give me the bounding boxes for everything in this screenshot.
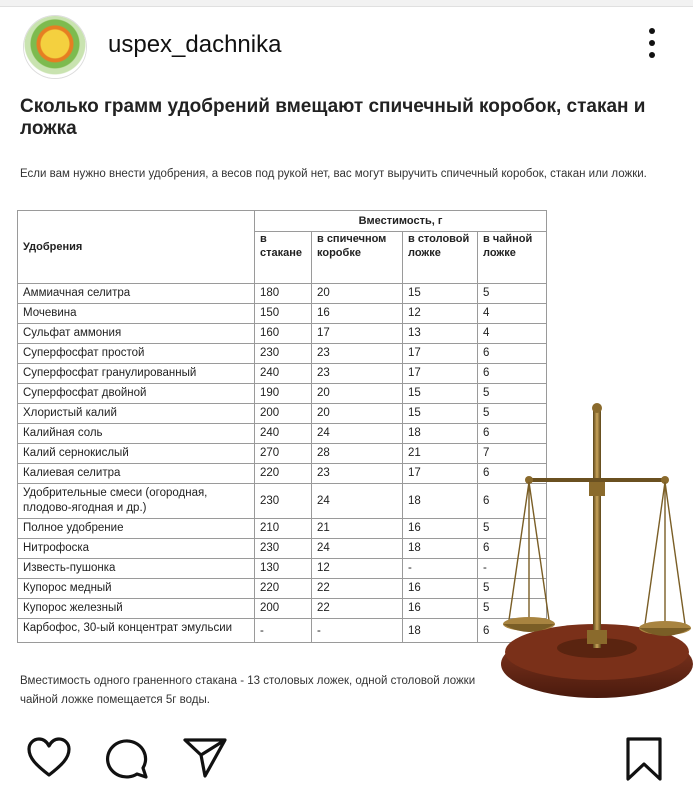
tablespoon-value-cell: 15: [403, 284, 478, 304]
fertilizer-name-cell: Калиевая селитра: [18, 464, 255, 484]
tablespoon-value-cell: 17: [403, 364, 478, 384]
fertilizer-table: [17, 210, 547, 643]
tablespoon-value-cell: 12: [403, 304, 478, 324]
header-glass: в стакане: [255, 232, 312, 284]
glass-value-cell: 240: [255, 364, 312, 384]
teaspoon-value-cell: 6: [478, 539, 547, 559]
matchbox-value-cell: 22: [312, 599, 403, 619]
glass-value-cell: 190: [255, 384, 312, 404]
fertilizer-name-cell: Суперфосфат простой: [18, 344, 255, 364]
glass-value-cell: 230: [255, 484, 312, 519]
bookmark-icon[interactable]: [624, 736, 664, 782]
teaspoon-value-cell: 6: [478, 464, 547, 484]
matchbox-value-cell: 28: [312, 444, 403, 464]
tablespoon-value-cell: 18: [403, 619, 478, 643]
table-row: [18, 284, 547, 304]
teaspoon-value-cell: 6: [478, 424, 547, 444]
fertilizer-name-cell: Суперфосфат гранулированный: [18, 364, 255, 384]
post-footer-text: [20, 672, 540, 710]
fertilizer-name-cell: Сульфат аммония: [18, 324, 255, 344]
glass-value-cell: 270: [255, 444, 312, 464]
teaspoon-value-cell: 6: [478, 484, 547, 519]
matchbox-value-cell: 17: [312, 324, 403, 344]
table-row: [18, 304, 547, 324]
table-row: [18, 324, 547, 344]
header-capacity: Вместимость, г: [255, 211, 547, 232]
teaspoon-value-cell: 5: [478, 284, 547, 304]
table-row: [18, 404, 547, 424]
fertilizer-name-cell: Удобрительные смеси (огородная, плодово-ягодная и др.): [18, 484, 255, 519]
matchbox-value-cell: 16: [312, 304, 403, 324]
table-row: [18, 484, 547, 519]
fertilizer-name-cell: Купорос медный: [18, 579, 255, 599]
post-intro: Если вам нужно внести удобрения, а весов под рукой нет, вас могут выручить спичечный коробок, стакан или ложки.: [20, 168, 647, 180]
glass-value-cell: 180: [255, 284, 312, 304]
teaspoon-value-cell: 7: [478, 444, 547, 464]
matchbox-value-cell: 23: [312, 344, 403, 364]
comment-bubble-icon[interactable]: [104, 736, 150, 780]
fertilizer-name-cell: Аммиачная селитра: [18, 284, 255, 304]
table-row: [18, 519, 547, 539]
matchbox-value-cell: 24: [312, 484, 403, 519]
heart-icon[interactable]: [26, 736, 72, 778]
glass-value-cell: 160: [255, 324, 312, 344]
header-matchbox: в спичечном коробке: [312, 232, 403, 284]
glass-value-cell: 220: [255, 579, 312, 599]
matchbox-value-cell: 24: [312, 424, 403, 444]
tablespoon-value-cell: -: [403, 559, 478, 579]
post-actions: [0, 716, 693, 800]
matchbox-value-cell: -: [312, 619, 403, 643]
tablespoon-value-cell: 18: [403, 424, 478, 444]
glass-value-cell: 150: [255, 304, 312, 324]
glass-value-cell: -: [255, 619, 312, 643]
more-vertical-icon[interactable]: [649, 28, 655, 62]
fertilizer-name-cell: Карбофос, 30-ый концентрат эмульсии: [18, 619, 255, 643]
teaspoon-value-cell: 5: [478, 384, 547, 404]
fertilizer-name-cell: Полное удобрение: [18, 519, 255, 539]
tablespoon-value-cell: 18: [403, 484, 478, 519]
matchbox-value-cell: 20: [312, 404, 403, 424]
username[interactable]: uspex_dachnika: [108, 31, 282, 58]
tablespoon-value-cell: 16: [403, 519, 478, 539]
tablespoon-value-cell: 13: [403, 324, 478, 344]
table-row: [18, 619, 547, 643]
matchbox-value-cell: 23: [312, 464, 403, 484]
table-row: [18, 424, 547, 444]
glass-value-cell: 240: [255, 424, 312, 444]
table-row: [18, 444, 547, 464]
paper-plane-icon[interactable]: [182, 736, 228, 780]
matchbox-value-cell: 12: [312, 559, 403, 579]
glass-value-cell: 200: [255, 404, 312, 424]
tablespoon-value-cell: 18: [403, 539, 478, 559]
glass-value-cell: 210: [255, 519, 312, 539]
tablespoon-value-cell: 16: [403, 579, 478, 599]
teaspoon-value-cell: 5: [478, 599, 547, 619]
header-tablespoon: в столовой ложке: [403, 232, 478, 284]
table-row: [18, 579, 547, 599]
table-row: [18, 384, 547, 404]
post-image[interactable]: [0, 84, 693, 716]
teaspoon-value-cell: 6: [478, 619, 547, 643]
footer-line-2: чайной ложке помещается 5г воды.: [20, 694, 210, 706]
table-row: [18, 464, 547, 484]
table-body: [18, 284, 547, 643]
tablespoon-value-cell: 17: [403, 464, 478, 484]
teaspoon-value-cell: 5: [478, 404, 547, 424]
glass-value-cell: 200: [255, 599, 312, 619]
fertilizer-name-cell: Суперфосфат двойной: [18, 384, 255, 404]
teaspoon-value-cell: 6: [478, 364, 547, 384]
header-teaspoon: в чайной ложке: [478, 232, 547, 284]
glass-value-cell: 130: [255, 559, 312, 579]
header-fertilizer: Удобрения: [18, 211, 255, 284]
table-row: [18, 364, 547, 384]
matchbox-value-cell: 22: [312, 579, 403, 599]
matchbox-value-cell: 23: [312, 364, 403, 384]
teaspoon-value-cell: 5: [478, 519, 547, 539]
tablespoon-value-cell: 21: [403, 444, 478, 464]
teaspoon-value-cell: 5: [478, 579, 547, 599]
tablespoon-value-cell: 15: [403, 404, 478, 424]
matchbox-value-cell: 20: [312, 384, 403, 404]
fertilizer-name-cell: Калийная соль: [18, 424, 255, 444]
table-row: [18, 344, 547, 364]
avatar[interactable]: [24, 16, 86, 78]
balance-scale-illustration: [497, 402, 693, 716]
fertilizer-name-cell: Купорос железный: [18, 599, 255, 619]
tablespoon-value-cell: 15: [403, 384, 478, 404]
fertilizer-name-cell: Известь-пушонка: [18, 559, 255, 579]
table-row: [18, 539, 547, 559]
glass-value-cell: 220: [255, 464, 312, 484]
fertilizer-name-cell: Мочевина: [18, 304, 255, 324]
glass-value-cell: 230: [255, 344, 312, 364]
teaspoon-value-cell: 6: [478, 344, 547, 364]
tablespoon-value-cell: 17: [403, 344, 478, 364]
matchbox-value-cell: 24: [312, 539, 403, 559]
matchbox-value-cell: 21: [312, 519, 403, 539]
post-title: Сколько грамм удобрений вмещают спичечный коробок, стакан и ложка: [20, 96, 646, 139]
post-header: [0, 6, 693, 82]
fertilizer-name-cell: Калий сернокислый: [18, 444, 255, 464]
teaspoon-value-cell: -: [478, 559, 547, 579]
table-row: [18, 559, 547, 579]
footer-line-1: Вместимость одного граненного стакана - 13 столовых ложек, одной столовой ложки: [20, 675, 476, 687]
fertilizer-name-cell: Хлористый калий: [18, 404, 255, 424]
fertilizer-name-cell: Нитрофоска: [18, 539, 255, 559]
tablespoon-value-cell: 16: [403, 599, 478, 619]
teaspoon-value-cell: 4: [478, 304, 547, 324]
teaspoon-value-cell: 4: [478, 324, 547, 344]
glass-value-cell: 230: [255, 539, 312, 559]
table-row: [18, 599, 547, 619]
matchbox-value-cell: 20: [312, 284, 403, 304]
